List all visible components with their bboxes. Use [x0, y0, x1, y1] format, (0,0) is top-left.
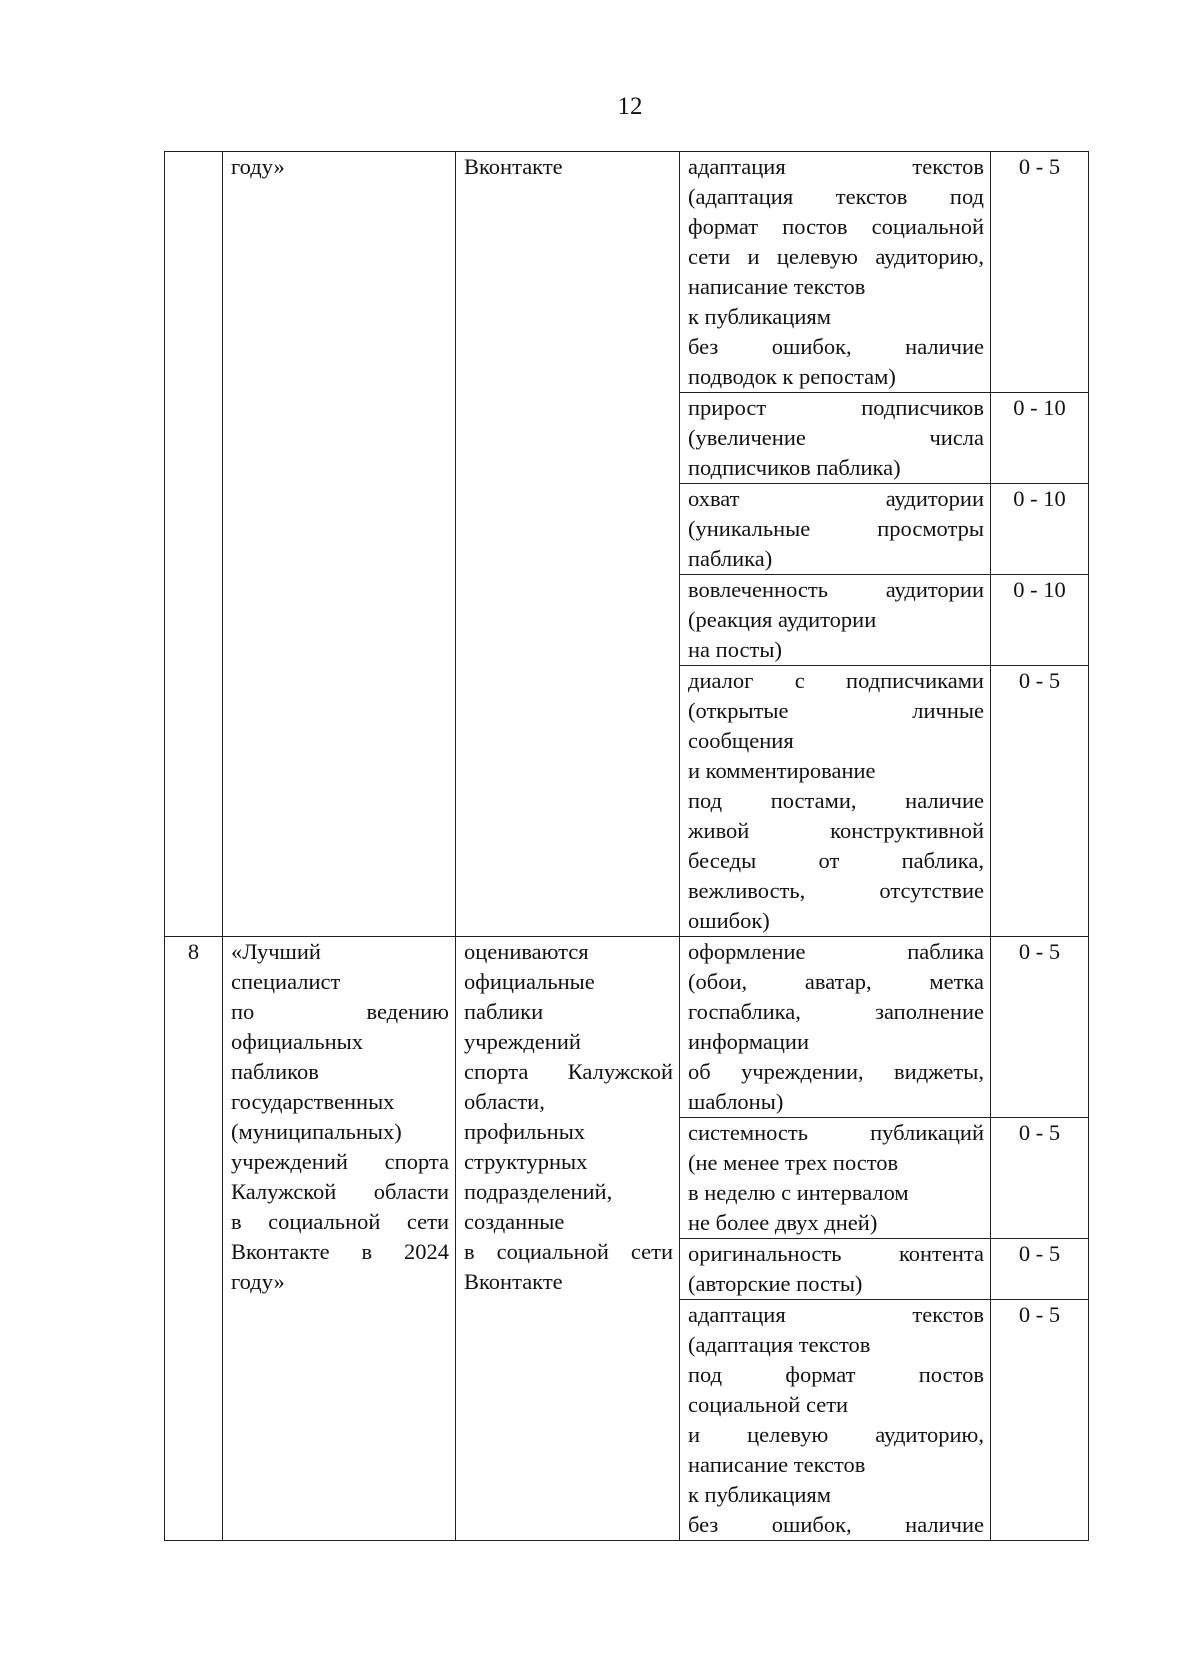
criterion-line: [688, 393, 984, 423]
object-line: структурных: [464, 1149, 588, 1174]
score-cell: [991, 1118, 1089, 1239]
word: заполнение: [875, 999, 984, 1024]
nomination-line: специалист: [231, 969, 341, 994]
object-line: Вконтакте: [464, 154, 563, 179]
word: паблика,: [901, 848, 984, 873]
score-cell: [991, 152, 1089, 393]
criterion-cell: [680, 937, 991, 1118]
word: ошибок,: [771, 334, 852, 359]
word: целевую: [747, 1422, 829, 1447]
word: постами,: [770, 788, 857, 813]
row-number-cell: [165, 152, 223, 937]
criterion-cell: [680, 152, 991, 393]
score-value: 0 - 10: [1013, 486, 1066, 511]
nomination-line: году»: [231, 154, 285, 179]
word: (уникальные: [688, 516, 811, 541]
criterion-line: [688, 696, 984, 726]
word: постов: [918, 1362, 984, 1387]
criterion-cell: [680, 1239, 991, 1300]
criterion-line: подводок к репостам): [688, 364, 896, 389]
word: с: [794, 668, 805, 693]
word: Вконтакте: [231, 1239, 330, 1264]
word: метка: [929, 969, 984, 994]
word: аудиторию,: [875, 1422, 984, 1447]
nomination-line: [231, 1177, 449, 1207]
nomination-line: официальных: [231, 1029, 364, 1054]
word: Калужской: [231, 1179, 337, 1204]
nomination-line: государственных: [231, 1089, 395, 1114]
word: прирост: [688, 395, 767, 420]
word: наличие: [905, 334, 984, 359]
criterion-line: [688, 846, 984, 876]
nomination-line: году»: [231, 1269, 285, 1294]
object-cell: [456, 152, 680, 937]
word: под: [949, 184, 984, 209]
word: формат: [785, 1362, 856, 1387]
word: оформление: [688, 939, 806, 964]
word: сети: [630, 1239, 673, 1264]
criterion-line: сообщения: [688, 728, 794, 753]
object-cell: [456, 937, 680, 1541]
criterion-line: [688, 152, 984, 182]
word: под: [688, 788, 723, 813]
nomination-line: [231, 1207, 449, 1237]
word: учреждений: [231, 1149, 348, 1174]
nomination-line: «Лучший: [231, 939, 321, 964]
criterion-line: шаблоны): [688, 1089, 784, 1114]
object-line: [464, 1057, 673, 1087]
criterion-line: подписчиков паблика): [688, 455, 901, 480]
word: и: [747, 244, 760, 269]
criterion-line: [688, 212, 984, 242]
criterion-cell: [680, 484, 991, 575]
word: вежливость,: [688, 878, 806, 903]
score-value: 0 - 10: [1013, 577, 1066, 602]
table-row: [165, 937, 1089, 1118]
page-number: 12: [617, 93, 643, 120]
criterion-line: [688, 514, 984, 544]
criterion-line: социальной сети: [688, 1392, 849, 1417]
criterion-cell: [680, 575, 991, 666]
word: без: [688, 334, 719, 359]
criterion-line: к публикациям: [688, 1482, 831, 1507]
criterion-line: [688, 182, 984, 212]
word: (увеличение: [688, 425, 806, 450]
score-cell: [991, 666, 1089, 937]
criterion-line: [688, 484, 984, 514]
criterion-line: [688, 1300, 984, 1330]
word: (обои,: [688, 969, 748, 994]
score-value: 0 - 5: [1018, 1302, 1061, 1327]
word: (адаптация: [688, 184, 794, 209]
word: 2024: [403, 1239, 449, 1264]
criterion-line: [688, 1510, 984, 1540]
nomination-line: [231, 1147, 449, 1177]
score-value: 0 - 5: [1018, 154, 1061, 179]
word: Калужской: [567, 1059, 673, 1084]
criterion-line: [688, 1118, 984, 1148]
nomination-line: пабликов: [231, 1059, 319, 1084]
criterion-line: (адаптация текстов: [688, 1332, 871, 1357]
word: личные: [912, 698, 984, 723]
object-line: области,: [464, 1089, 545, 1114]
word: от: [818, 848, 840, 873]
nomination-cell: [223, 937, 456, 1541]
word: ведению: [366, 999, 449, 1024]
criterion-line: [688, 1239, 984, 1269]
word: под: [688, 1362, 723, 1387]
word: учреждении,: [741, 1059, 864, 1084]
object-line: [464, 1237, 673, 1267]
word: в: [231, 1209, 242, 1234]
criterion-line: написание текстов: [688, 274, 866, 299]
word: в: [464, 1239, 475, 1264]
criterion-line: [688, 786, 984, 816]
word: об: [688, 1059, 711, 1084]
row-number-cell: [165, 937, 223, 1541]
criterion-line: [688, 666, 984, 696]
word: системность: [688, 1120, 809, 1145]
criterion-line: [688, 967, 984, 997]
criterion-line: [688, 1420, 984, 1450]
word: текстов: [835, 184, 908, 209]
criterion-line: паблика): [688, 546, 773, 571]
score-value: 0 - 5: [1018, 1241, 1061, 1266]
word: по: [231, 999, 255, 1024]
word: без: [688, 1512, 719, 1537]
word: в: [361, 1239, 373, 1264]
criterion-line: [688, 876, 984, 906]
word: аудиторию,: [875, 244, 984, 269]
word: подписчиков: [861, 395, 984, 420]
word: отсутствие: [879, 878, 984, 903]
nomination-line: [231, 997, 449, 1027]
word: аватар,: [804, 969, 872, 994]
word: подписчиками: [846, 668, 984, 693]
object-line: подразделений,: [464, 1179, 613, 1204]
criterion-line: [688, 997, 984, 1027]
object-line: созданные: [464, 1209, 565, 1234]
row-number: 8: [187, 939, 200, 964]
word: публикаций: [870, 1120, 984, 1145]
word: паблика: [907, 939, 984, 964]
criterion-cell: [680, 1300, 991, 1541]
word: постов: [782, 214, 848, 239]
criteria-table: [164, 151, 1089, 1541]
criterion-line: [688, 423, 984, 453]
word: числа: [929, 425, 984, 450]
word: госпаблика,: [688, 999, 801, 1024]
score-cell: [991, 393, 1089, 484]
criterion-line: [688, 1057, 984, 1087]
word: диалог: [688, 668, 754, 693]
word: вовлеченность: [688, 577, 828, 602]
criterion-line: ошибок): [688, 908, 770, 933]
word: целевую: [776, 244, 858, 269]
criterion-line: [688, 816, 984, 846]
word: социальной: [871, 214, 984, 239]
word: наличие: [905, 788, 984, 813]
criterion-cell: [680, 393, 991, 484]
word: сети: [406, 1209, 449, 1234]
criterion-line: на посты): [688, 637, 782, 662]
word: формат: [688, 214, 759, 239]
object-line: оцениваются: [464, 939, 589, 964]
word: адаптация: [688, 1302, 786, 1327]
word: конструктивной: [830, 818, 984, 843]
criterion-line: в неделю с интервалом: [688, 1180, 909, 1205]
word: спорта: [464, 1059, 529, 1084]
score-cell: [991, 1239, 1089, 1300]
word: аудитории: [885, 577, 984, 602]
word: текстов: [912, 1302, 984, 1327]
word: социальной: [496, 1239, 609, 1264]
word: (открытые: [688, 698, 789, 723]
nomination-cell: [223, 152, 456, 937]
word: спорта: [384, 1149, 449, 1174]
word: контента: [898, 1241, 984, 1266]
criterion-line: информации: [688, 1029, 810, 1054]
criterion-line: к публикациям: [688, 304, 831, 329]
table-row: [165, 152, 1089, 393]
criterion-cell: [680, 666, 991, 937]
criterion-cell: [680, 1118, 991, 1239]
score-cell: [991, 484, 1089, 575]
word: области: [373, 1179, 449, 1204]
word: социальной: [268, 1209, 381, 1234]
word: аудитории: [885, 486, 984, 511]
word: ошибок,: [771, 1512, 852, 1537]
criterion-line: (реакция аудитории: [688, 607, 877, 632]
score-value: 0 - 5: [1018, 668, 1061, 693]
nomination-line: [231, 1237, 449, 1267]
criterion-line: [688, 242, 984, 272]
score-cell: [991, 1300, 1089, 1541]
word: адаптация: [688, 154, 786, 179]
object-line: профильных: [464, 1119, 586, 1144]
word: просмотры: [877, 516, 984, 541]
score-value: 0 - 5: [1018, 1120, 1061, 1145]
criterion-line: [688, 575, 984, 605]
word: текстов: [912, 154, 984, 179]
criterion-line: [688, 937, 984, 967]
word: охват: [688, 486, 740, 511]
criterion-line: (не менее трех постов: [688, 1150, 899, 1175]
score-cell: [991, 575, 1089, 666]
score-value: 0 - 10: [1013, 395, 1066, 420]
word: беседы: [688, 848, 757, 873]
score-cell: [991, 937, 1089, 1118]
object-line: Вконтакте: [464, 1269, 563, 1294]
score-value: 0 - 5: [1018, 939, 1061, 964]
criterion-line: и комментирование: [688, 758, 876, 783]
word: сети: [688, 244, 731, 269]
criterion-line: не более двух дней): [688, 1210, 878, 1235]
criterion-line: написание текстов: [688, 1452, 866, 1477]
object-line: паблики: [464, 999, 544, 1024]
word: живой: [688, 818, 750, 843]
nomination-line: (муниципальных): [231, 1119, 402, 1144]
criterion-line: [688, 1360, 984, 1390]
word: оригинальность: [688, 1241, 842, 1266]
word: виджеты,: [894, 1059, 984, 1084]
object-line: учреждений: [464, 1029, 581, 1054]
word: и: [688, 1422, 701, 1447]
criterion-line: (авторские посты): [688, 1271, 863, 1296]
word: наличие: [905, 1512, 984, 1537]
criterion-line: [688, 332, 984, 362]
object-line: официальные: [464, 969, 595, 994]
